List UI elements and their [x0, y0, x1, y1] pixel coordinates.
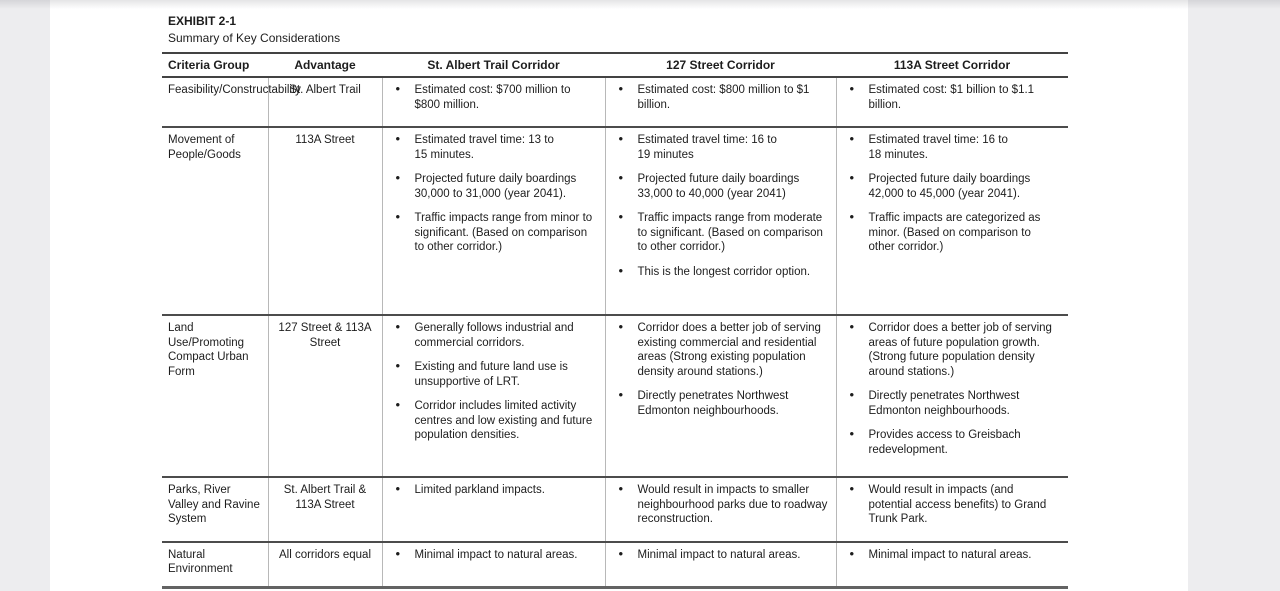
bullet-list: [383, 133, 597, 255]
table-header-row: [162, 53, 1068, 77]
column-header-127-street-corridor: 127 Street Corridor: [605, 53, 836, 77]
table-row: [162, 477, 1068, 542]
bullet-list: [383, 483, 597, 498]
bullet-list: [383, 83, 597, 112]
bullet-item: • Estimated travel time: 13 to 15 minutes.: [383, 133, 597, 162]
bullet-item: • Projected future daily boardings 30,000 to 31,000 (year 2041).: [383, 172, 597, 201]
street-127-cell: [605, 477, 836, 542]
advantage-cell: 113A Street: [268, 127, 382, 315]
column-header-st-albert-trail-corridor: St. Albert Trail Corridor: [382, 53, 605, 77]
bullet-item: • Minimal impact to natural areas.: [606, 548, 828, 563]
street-113a-cell: [836, 127, 1068, 315]
bullet-item: • Would result in impacts to smaller neighbourhood parks due to roadway reconstruction.: [606, 483, 828, 527]
street-113a-cell: [836, 477, 1068, 542]
st-albert-trail-cell: [382, 542, 605, 588]
street-113a-cell: [836, 542, 1068, 588]
bullet-item: • Directly penetrates Northwest Edmonton neighbourhoods.: [606, 389, 828, 418]
street-113a-cell: [836, 77, 1068, 127]
st-albert-trail-cell: [382, 127, 605, 315]
column-header-criteria-group: Criteria Group: [162, 53, 268, 77]
exhibit-title-block: [162, 0, 1068, 52]
considerations-table: [162, 52, 1068, 589]
bullet-item: • Traffic impacts range from minor to significant. (Based on comparison to other corridor.): [383, 211, 597, 255]
bullet-item: • Generally follows industrial and commercial corridors.: [383, 321, 597, 350]
bullet-item: • Traffic impacts are categorized as minor. (Based on comparison to other corridor.): [837, 211, 1061, 255]
bullet-item: • Would result in impacts (and potential access benefits) to Grand Trunk Park.: [837, 483, 1061, 527]
bullet-item: • Projected future daily boardings 33,000 to 40,000 (year 2041): [606, 172, 828, 201]
criteria-cell: Natural Environment: [162, 542, 268, 588]
bullet-list: [606, 548, 828, 563]
bullet-item: • Limited parkland impacts.: [383, 483, 597, 498]
bullet-item: • Directly penetrates Northwest Edmonton neighbourhoods.: [837, 389, 1061, 418]
street-127-cell: [605, 77, 836, 127]
street-127-cell: [605, 542, 836, 588]
bullet-list: [837, 83, 1061, 112]
street-127-cell: [605, 127, 836, 315]
bullet-item: • Traffic impacts range from moderate to significant. (Based on comparison to other corridor.): [606, 211, 828, 255]
advantage-cell: 127 Street & 113A Street: [268, 315, 382, 477]
bullet-item: • Estimated travel time: 16 to 19 minutes: [606, 133, 828, 162]
document-page: [50, 0, 1188, 591]
exhibit-label: EXHIBIT 2-1: [168, 14, 237, 28]
table-body: [162, 77, 1068, 588]
table-row: [162, 315, 1068, 477]
exhibit-subtitle: Summary of Key Considerations: [168, 31, 341, 45]
bullet-item: • Provides access to Greisbach redevelopment.: [837, 428, 1061, 457]
criteria-cell: Feasibility/Constructability: [162, 77, 268, 127]
table-row: [162, 127, 1068, 315]
advantage-cell: All corridors equal: [268, 542, 382, 588]
bullet-item: • Corridor does a better job of serving areas of future population growth. (Strong future population density around stations.): [837, 321, 1061, 379]
bullet-list: [837, 483, 1061, 527]
st-albert-trail-cell: [382, 477, 605, 542]
advantage-cell: St. Albert Trail: [268, 77, 382, 127]
bullet-item: • Existing and future land use is unsupportive of LRT.: [383, 360, 597, 389]
criteria-cell: Movement of People/Goods: [162, 127, 268, 315]
bullet-item: • Minimal impact to natural areas.: [383, 548, 597, 563]
criteria-cell: Parks, River Valley and Ravine System: [162, 477, 268, 542]
table-row: [162, 77, 1068, 127]
bullet-item: • Estimated cost: $700 million to $800 million.: [383, 83, 597, 112]
advantage-cell: St. Albert Trail & 113A Street: [268, 477, 382, 542]
page-content: [162, 0, 1068, 589]
bullet-item: • Estimated travel time: 16 to 18 minutes.: [837, 133, 1061, 162]
bullet-item: • Corridor includes limited activity centres and low existing and future population densities.: [383, 399, 597, 443]
st-albert-trail-cell: [382, 315, 605, 477]
bullet-list: [383, 548, 597, 563]
bullet-item: • This is the longest corridor option.: [606, 265, 828, 280]
column-header-advantage: Advantage: [268, 53, 382, 77]
bullet-item: • Estimated cost: $800 million to $1 billion.: [606, 83, 828, 112]
bullet-list: [606, 133, 828, 279]
st-albert-trail-cell: [382, 77, 605, 127]
bullet-item: • Projected future daily boardings 42,000 to 45,000 (year 2041).: [837, 172, 1061, 201]
bullet-item: • Estimated cost: $1 billion to $1.1 billion.: [837, 83, 1061, 112]
bullet-item: • Minimal impact to natural areas.: [837, 548, 1061, 563]
column-header-113a-street-corridor: 113A Street Corridor: [836, 53, 1068, 77]
bullet-list: [606, 321, 828, 418]
street-113a-cell: [836, 315, 1068, 477]
bullet-item: • Corridor does a better job of serving existing commercial and residential areas (Strong existing population density around stations.): [606, 321, 828, 379]
bullet-list: [383, 321, 597, 443]
street-127-cell: [605, 315, 836, 477]
criteria-cell: Land Use/Promoting Compact Urban Form: [162, 315, 268, 477]
bullet-list: [837, 133, 1061, 255]
bullet-list: [606, 83, 828, 112]
table-row: [162, 542, 1068, 588]
bullet-list: [837, 321, 1061, 457]
bullet-list: [606, 483, 828, 527]
bullet-list: [837, 548, 1061, 563]
